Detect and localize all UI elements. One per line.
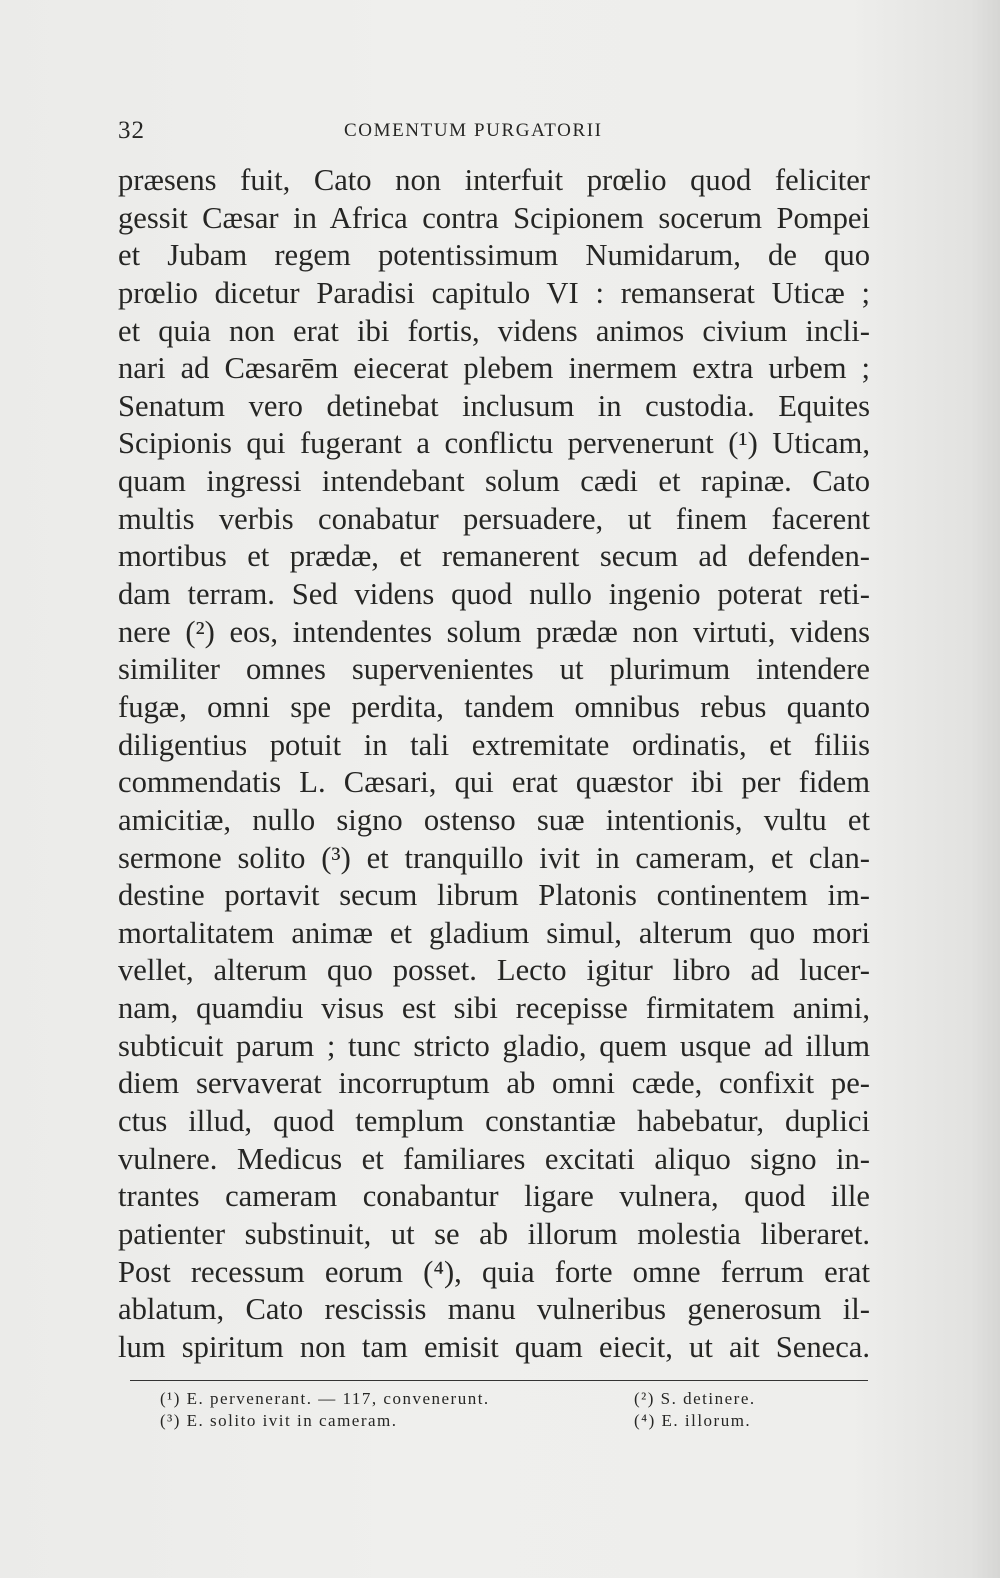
text-line: mortalitatem animæ et gladium simul, alterum quo mori [118,915,870,950]
text-line: Scipionis qui fugerant a conflictu pervenerunt (¹) Uticam, [118,426,870,461]
text-line: nere (²) eos, intendentes solum prædæ non virtuti, videns [118,614,870,649]
text-line: et Jubam regem potentissimum Numidarum, de quo [118,238,870,273]
text-line: trantes cameram conabantur ligare vulnera, quod ille [118,1179,870,1214]
text-line: mortibus et prædæ, et remanerent secum ad defenden- [118,539,870,574]
main-text [118,162,870,1367]
footnote-rule [130,1380,868,1381]
text-line: similiter omnes supervenientes ut plurimum intendere [118,652,870,687]
text-line: fugæ, omni spe perdita, tandem omnibus rebus quanto [118,689,870,724]
text-line: nam, quamdiu visus est sibi recepisse firmitatem animi, [118,991,870,1026]
text-line: lum spiritum non tam emisit quam eiecit, ut ait Seneca. [118,1329,870,1364]
text-line: diligentius potuit in tali extremitate ordinatis, et filiis [118,727,870,762]
text-line: præsens fuit, Cato non interfuit prœlio quod feliciter [118,163,870,197]
text-line: vellet, alterum quo posset. Lecto igitur libro ad lucer- [118,953,870,988]
text-line: quam ingressi intendebant solum cædi et rapinæ. Cato [118,464,870,499]
footnote-1: (¹) E. pervenerant. — 117, convenerunt. [160,1389,490,1408]
text-line: ablatum, Cato rescissis manu vulneribus generosum il- [118,1292,870,1327]
text-line: ctus illud, quod templum constantiæ habebatur, duplici [118,1104,870,1139]
text-line: vulnere. Medicus et familiares excitati aliquo signo in- [118,1141,870,1176]
footnote-3: (³) E. solito ivit in cameram. [160,1411,398,1430]
text-line: diem servaverat incorruptum ab omni cæde, confixit pe- [118,1066,870,1101]
text-line: dam terram. Sed videns quod nullo ingenio poterat reti- [118,577,870,612]
text-line: patienter substinuit, ut se ab illorum molestia liberaret. [118,1216,870,1251]
page-header [118,117,870,147]
text-line: gessit Cæsar in Africa contra Scipionem socerum Pompei [118,200,870,235]
running-title: COMENTUM PURGATORII [344,120,603,141]
text-line: destine portavit secum librum Platonis continentem im- [118,878,870,913]
footnote-2: (²) S. detinere. [634,1389,756,1408]
text-line: Post recessum eorum (⁴), quia forte omne ferrum erat [118,1254,870,1289]
text-line: sermone solito (³) et tranquillo ivit in cameram, et clan- [118,840,870,875]
page-number: 32 [118,117,145,144]
text-line: commendatis L. Cæsari, qui erat quæstor ibi per fidem [118,765,870,800]
text-line: amicitiæ, nullo signo ostenso suæ intentionis, vultu et [118,802,870,837]
footnote-4: (⁴) E. illorum. [634,1411,752,1430]
text-line: et quia non erat ibi fortis, videns animos civium incli- [118,313,870,348]
text-line: prœlio dicetur Paradisi capitulo VI : remanserat Uticæ ; [118,275,870,310]
text-line: subticuit parum ; tunc stricto gladio, quem usque ad illum [118,1028,870,1063]
text-line: Senatum vero detinebat inclusum in custodia. Equites [118,388,870,423]
text-line: multis verbis conabatur persuadere, ut finem facerent [118,501,870,536]
text-line: nari ad Cæsarēm eiecerat plebem inermem extra urbem ; [118,351,870,386]
